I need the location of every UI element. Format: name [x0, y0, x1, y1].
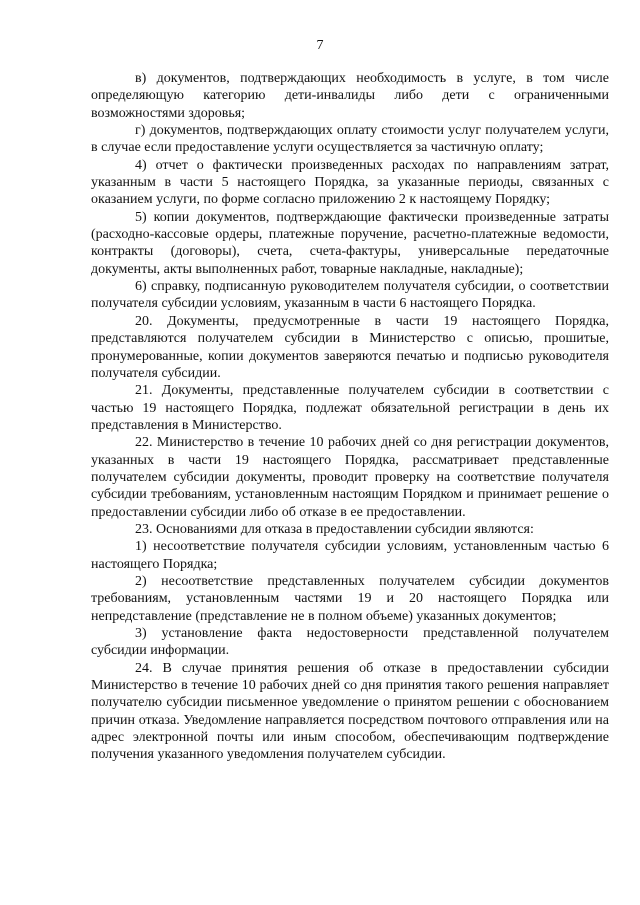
paragraph: 6) справку, подписанную руководителем получателя субсидии, о соответствии получателя субсидии условиям, указанным в части 6 настоящего Порядка.	[91, 279, 609, 312]
paragraph: 2) несоответствие представленных получателем субсидии документов требованиям, установленным частями 19 и 20 настоящего Порядка или непредставление (представление не в полном объеме) указанных документов;	[91, 573, 609, 624]
paragraph: 23. Основаниями для отказа в предоставлении субсидии являются:	[135, 521, 534, 537]
paragraph: г) документов, подтверждающих оплату стоимости услуг получателем услуги, в случае если предоставление услуги осуществляется за частичную оплату;	[91, 123, 609, 156]
paragraph: 20. Документы, предусмотренные в части 19 настоящего Порядка, представляются получателем субсидии в Министерство с описью, прошитые, пронумерованные, копии документов заверяются печатью и подписью руководителя получателя субсидии.	[91, 313, 609, 381]
paragraph: 1) несоответствие получателя субсидии условиям, установленным частью 6 настоящего Порядка;	[91, 539, 609, 572]
paragraph: 22. Министерство в течение 10 рабочих дней со дня регистрации документов, указанных в части 19 настоящего Порядка, рассматривает представленные получателем субсидии документы, проводит проверку на соответствие получателя субсидии требованиям, установленным настоящим Порядком и принимает решение о предоставлении субсидии либо об отказе в ее предоставлении.	[91, 435, 609, 520]
paragraph: 4) отчет о фактически произведенных расходах по направлениям затрат, указанным в части 5 настоящего Порядка, за указанные периоды, связанных с оказанием услуги, по форме согласно приложению 2 к настоящему Порядку;	[91, 157, 609, 208]
paragraph: 24. В случае принятия решения об отказе в предоставлении субсидии Министерство в течение 10 рабочих дней со дня принятия такого решения направляет получателю субсидии письменное уведомление о принятом решении с обоснованием причин отказа. Уведомление направляется посредством почтового отправления или на адрес электронной почты или иным способом, обеспечивающим подтверждение получения указанного уведомления получателем субсидии.	[91, 660, 609, 763]
document-body	[91, 70, 609, 764]
paragraph: в) документов, подтверждающих необходимость в услуге, в том числе определяющую категорию дети-инвалиды либо дети с ограниченными возможностями здоровья;	[91, 71, 609, 121]
page-number: 7	[316, 38, 324, 53]
paragraph: 3) установление факта недостоверности представленной получателем субсидии информации.	[91, 626, 609, 659]
paragraph: 5) копии документов, подтверждающие фактически произведенные затраты (расходно-кассовые ордеры, платежные поручение, расчетно-платежные ведомости, контракты (договоры), счета, счета-фактуры, универсальные передаточные документы, акты выполненных работ, товарные накладные, накладные);	[91, 209, 609, 277]
paragraph: 21. Документы, представленные получателем субсидии в соответствии с частью 19 настоящего Порядка, подлежат обязательной регистрации в день их представления в Министерство.	[91, 383, 609, 433]
